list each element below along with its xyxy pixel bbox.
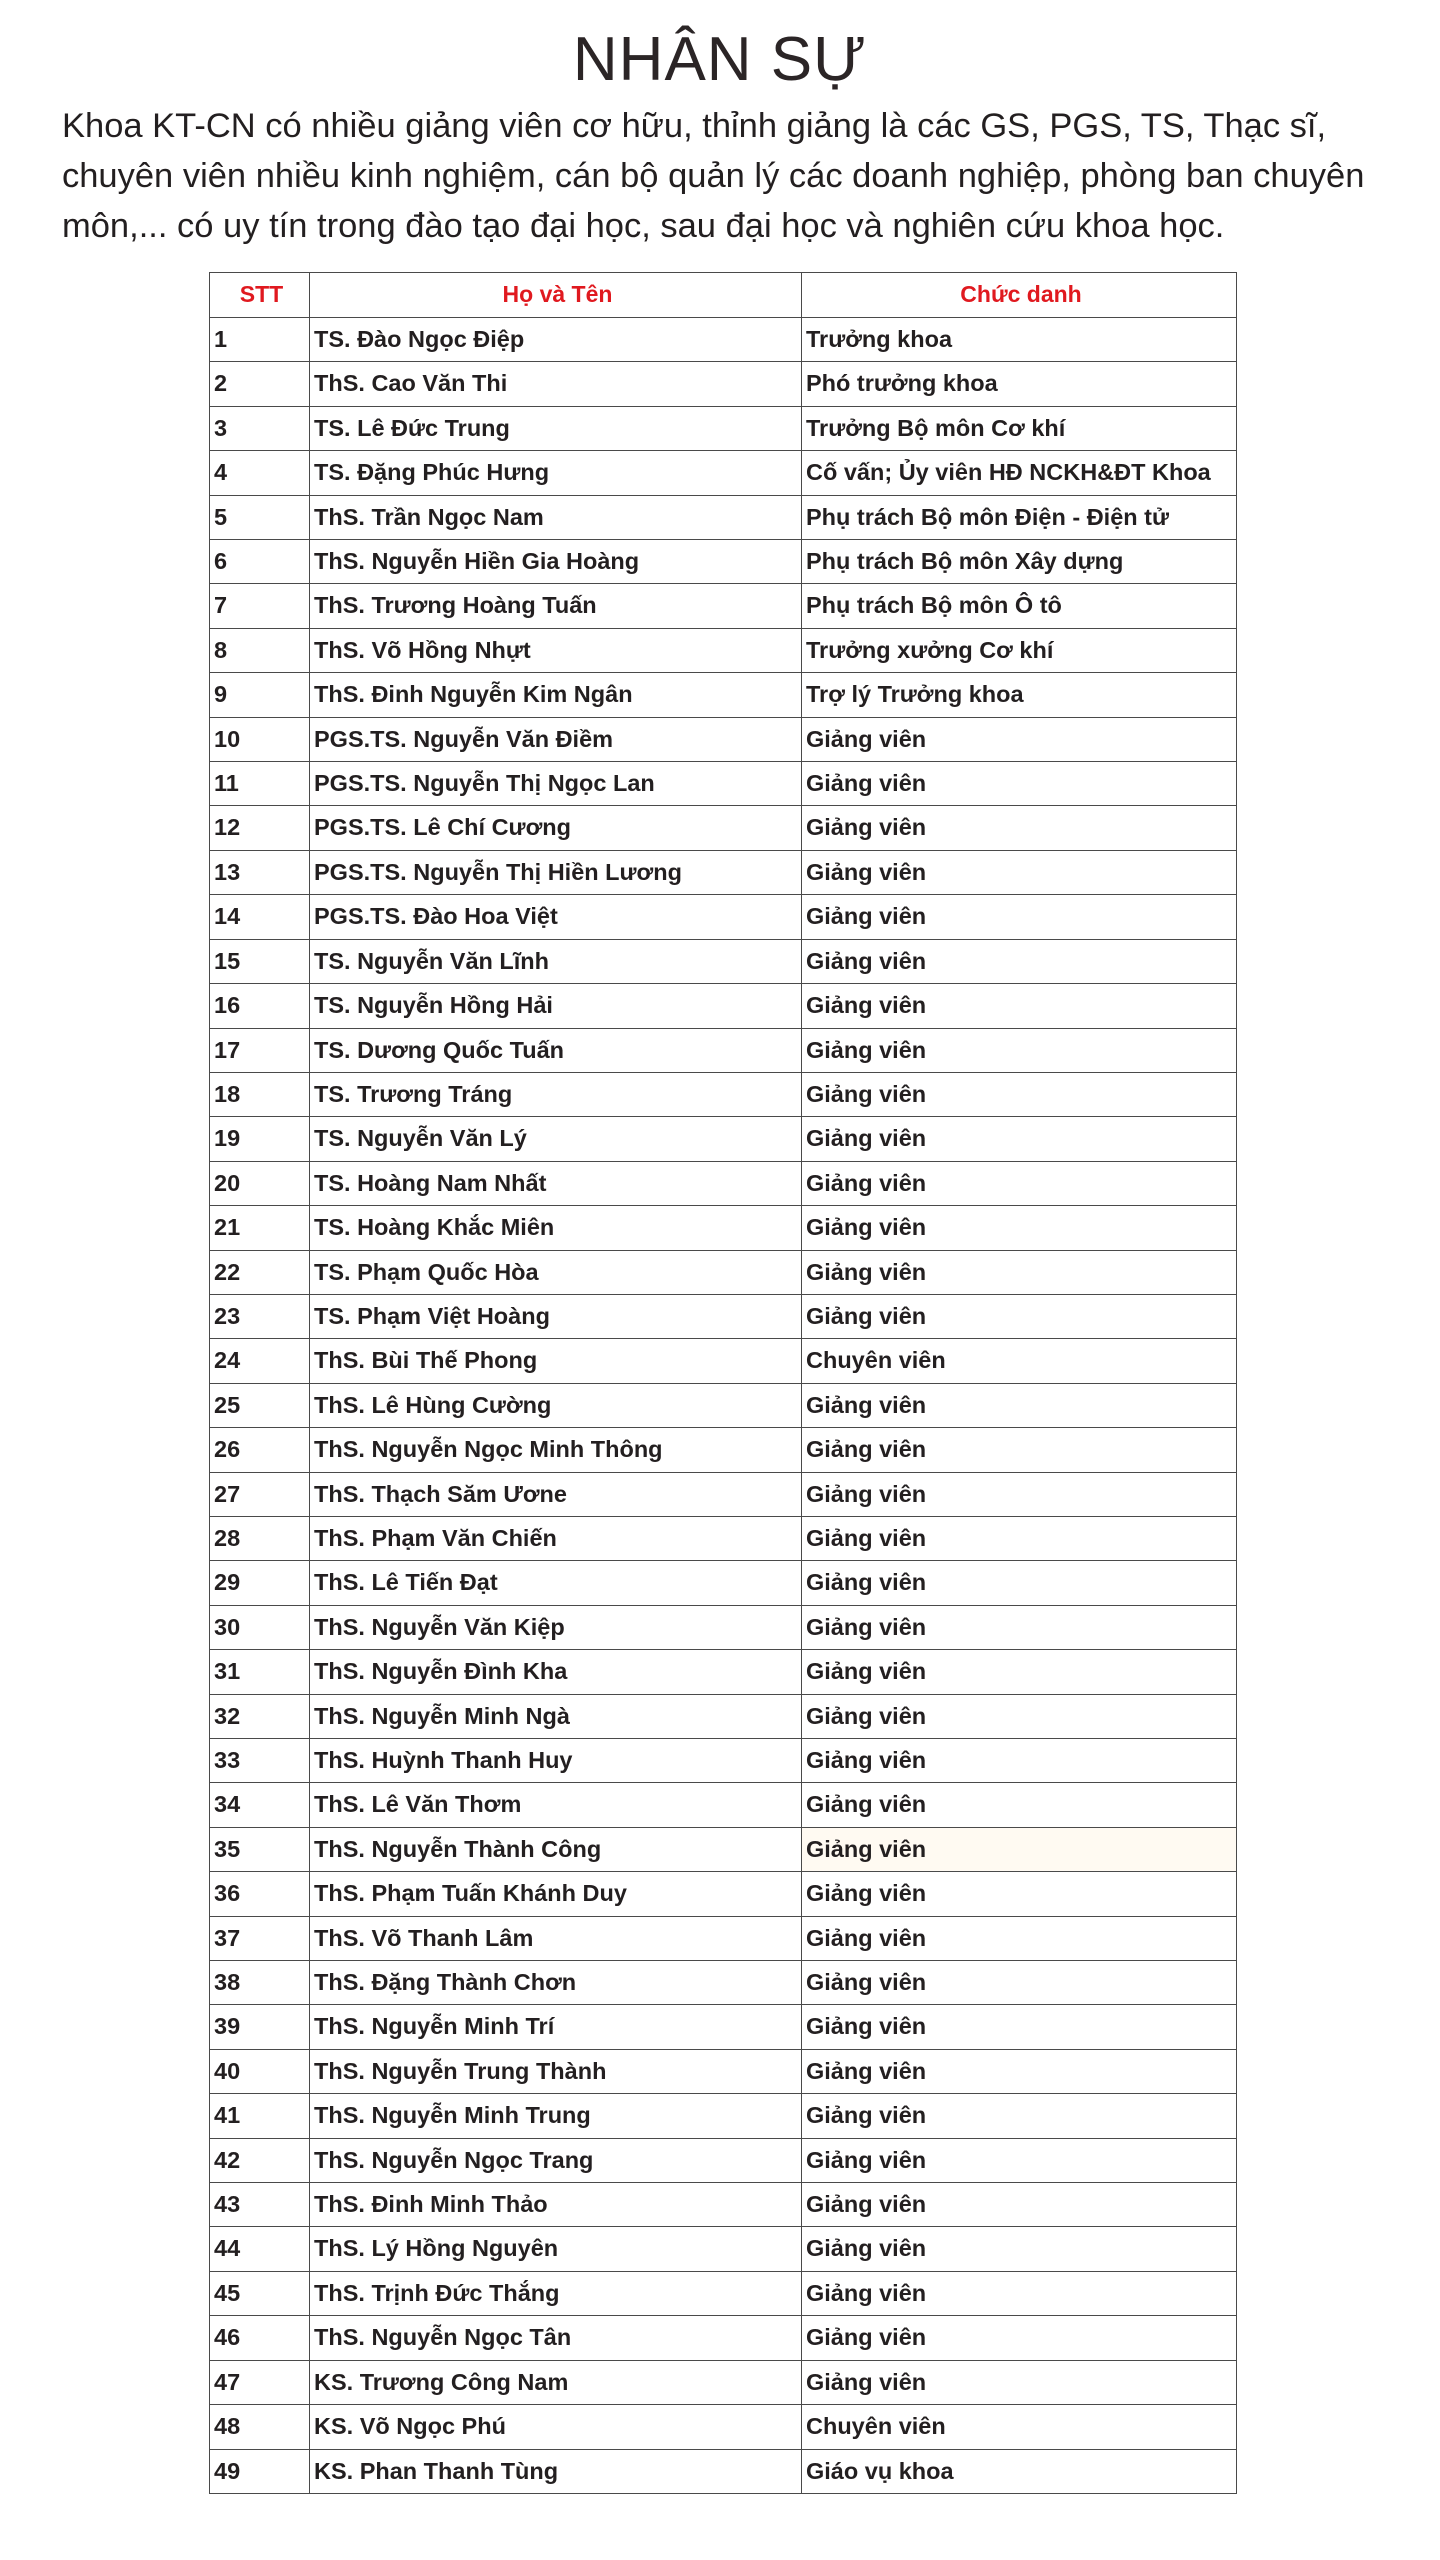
table-row xyxy=(210,717,1237,761)
table-row xyxy=(210,1117,1237,1161)
cell-full-name: KS. Trương Công Nam xyxy=(310,2360,802,2404)
cell-full-name: TS. Phạm Quốc Hòa xyxy=(310,1250,802,1294)
cell-full-name: TS. Trương Tráng xyxy=(310,1072,802,1116)
cell-full-name: KS. Võ Ngọc Phú xyxy=(310,2405,802,2449)
cell-full-name: ThS. Nguyễn Trung Thành xyxy=(310,2049,802,2093)
cell-position: Phụ trách Bộ môn Ô tô xyxy=(802,584,1237,628)
table-row xyxy=(210,762,1237,806)
table-row xyxy=(210,628,1237,672)
table-row xyxy=(210,1250,1237,1294)
cell-stt: 36 xyxy=(210,1872,310,1916)
cell-stt: 45 xyxy=(210,2271,310,2315)
cell-full-name: PGS.TS. Lê Chí Cương xyxy=(310,806,802,850)
table-row xyxy=(210,584,1237,628)
table-row xyxy=(210,1916,1237,1960)
cell-full-name: ThS. Nguyễn Thành Công xyxy=(310,1827,802,1871)
cell-position: Giảng viên xyxy=(802,1294,1237,1338)
table-row xyxy=(210,1739,1237,1783)
cell-full-name: PGS.TS. Nguyễn Thị Ngọc Lan xyxy=(310,762,802,806)
cell-full-name: TS. Nguyễn Văn Lý xyxy=(310,1117,802,1161)
cell-full-name: ThS. Lý Hồng Nguyên xyxy=(310,2227,802,2271)
cell-stt: 39 xyxy=(210,2005,310,2049)
cell-stt: 48 xyxy=(210,2405,310,2449)
cell-full-name: ThS. Trịnh Đức Thắng xyxy=(310,2271,802,2315)
cell-stt: 42 xyxy=(210,2138,310,2182)
cell-position: Giảng viên xyxy=(802,806,1237,850)
cell-position: Giảng viên xyxy=(802,1250,1237,1294)
cell-position: Giáo vụ khoa xyxy=(802,2449,1237,2493)
cell-stt: 20 xyxy=(210,1161,310,1205)
table-row xyxy=(210,1161,1237,1205)
table-row xyxy=(210,540,1237,584)
cell-stt: 27 xyxy=(210,1472,310,1516)
table-row xyxy=(210,2405,1237,2449)
cell-full-name: ThS. Nguyễn Hiền Gia Hoàng xyxy=(310,540,802,584)
cell-position: Giảng viên xyxy=(802,1428,1237,1472)
cell-position: Giảng viên xyxy=(802,1383,1237,1427)
cell-position: Giảng viên xyxy=(802,1916,1237,1960)
header-stt: STT xyxy=(210,273,310,318)
table-row xyxy=(210,1516,1237,1560)
cell-stt: 43 xyxy=(210,2183,310,2227)
cell-position: Trưởng Bộ môn Cơ khí xyxy=(802,406,1237,450)
cell-stt: 32 xyxy=(210,1694,310,1738)
header-position: Chức danh xyxy=(802,273,1237,318)
cell-full-name: ThS. Võ Hồng Nhựt xyxy=(310,628,802,672)
cell-position: Trưởng xưởng Cơ khí xyxy=(802,628,1237,672)
cell-stt: 44 xyxy=(210,2227,310,2271)
cell-full-name: ThS. Trần Ngọc Nam xyxy=(310,495,802,539)
cell-position: Phụ trách Bộ môn Xây dựng xyxy=(802,540,1237,584)
table-row xyxy=(210,850,1237,894)
cell-stt: 35 xyxy=(210,1827,310,1871)
cell-position: Giảng viên xyxy=(802,2138,1237,2182)
table-row xyxy=(210,2183,1237,2227)
cell-full-name: PGS.TS. Nguyễn Văn Điềm xyxy=(310,717,802,761)
intro-paragraph: Khoa KT-CN có nhiều giảng viên cơ hữu, thỉnh giảng là các GS, PGS, TS, Thạc sĩ, chuyên viên nhiều kinh nghiệm, cán bộ quản lý các doanh nghiệp, phòng ban chuyên môn,... có uy tín trong đào tạo đại học, sau đại học và nghiên cứu khoa học. xyxy=(62,107,1365,245)
cell-position: Giảng viên xyxy=(802,1117,1237,1161)
cell-position: Giảng viên xyxy=(802,1028,1237,1072)
cell-full-name: PGS.TS. Đào Hoa Việt xyxy=(310,895,802,939)
cell-position: Giảng viên xyxy=(802,717,1237,761)
cell-stt: 40 xyxy=(210,2049,310,2093)
table-row xyxy=(210,1694,1237,1738)
cell-position: Chuyên viên xyxy=(802,2405,1237,2449)
cell-full-name: TS. Lê Đức Trung xyxy=(310,406,802,450)
cell-position: Giảng viên xyxy=(802,850,1237,894)
table-row xyxy=(210,806,1237,850)
cell-full-name: TS. Hoàng Khắc Miên xyxy=(310,1206,802,1250)
cell-full-name: TS. Dương Quốc Tuấn xyxy=(310,1028,802,1072)
cell-full-name: ThS. Lê Hùng Cường xyxy=(310,1383,802,1427)
table-row xyxy=(210,939,1237,983)
cell-full-name: ThS. Lê Văn Thơm xyxy=(310,1783,802,1827)
table-row xyxy=(210,2271,1237,2315)
table-row xyxy=(210,495,1237,539)
cell-stt: 28 xyxy=(210,1516,310,1560)
cell-full-name: TS. Nguyễn Hồng Hải xyxy=(310,984,802,1028)
cell-stt: 2 xyxy=(210,362,310,406)
cell-stt: 11 xyxy=(210,762,310,806)
cell-stt: 9 xyxy=(210,673,310,717)
cell-stt: 46 xyxy=(210,2316,310,2360)
cell-full-name: ThS. Phạm Văn Chiến xyxy=(310,1516,802,1560)
cell-position: Trợ lý Trưởng khoa xyxy=(802,673,1237,717)
cell-full-name: ThS. Nguyễn Ngọc Tân xyxy=(310,2316,802,2360)
table-row xyxy=(210,406,1237,450)
cell-stt: 1 xyxy=(210,318,310,362)
table-row xyxy=(210,2449,1237,2493)
cell-stt: 12 xyxy=(210,806,310,850)
cell-stt: 3 xyxy=(210,406,310,450)
cell-stt: 6 xyxy=(210,540,310,584)
cell-stt: 19 xyxy=(210,1117,310,1161)
cell-full-name: TS. Hoàng Nam Nhất xyxy=(310,1161,802,1205)
cell-stt: 34 xyxy=(210,1783,310,1827)
table-row xyxy=(210,1339,1237,1383)
cell-full-name: ThS. Nguyễn Minh Trung xyxy=(310,2094,802,2138)
cell-stt: 18 xyxy=(210,1072,310,1116)
cell-full-name: ThS. Đặng Thành Chơn xyxy=(310,1961,802,2005)
table-row xyxy=(210,1827,1237,1871)
cell-position: Giảng viên xyxy=(802,984,1237,1028)
cell-stt: 14 xyxy=(210,895,310,939)
staff-table-body xyxy=(210,318,1237,2494)
table-row xyxy=(210,1961,1237,2005)
table-row xyxy=(210,1383,1237,1427)
cell-full-name: ThS. Lê Tiến Đạt xyxy=(310,1561,802,1605)
cell-full-name: ThS. Nguyễn Đình Kha xyxy=(310,1650,802,1694)
cell-position: Giảng viên xyxy=(802,2227,1237,2271)
cell-stt: 49 xyxy=(210,2449,310,2493)
cell-full-name: TS. Đặng Phúc Hưng xyxy=(310,451,802,495)
cell-position: Giảng viên xyxy=(802,1072,1237,1116)
cell-position: Giảng viên xyxy=(802,2049,1237,2093)
cell-full-name: ThS. Nguyễn Minh Ngà xyxy=(310,1694,802,1738)
page-title: NHÂN SỰ xyxy=(572,25,868,94)
cell-full-name: ThS. Trương Hoàng Tuấn xyxy=(310,584,802,628)
cell-stt: 17 xyxy=(210,1028,310,1072)
cell-stt: 38 xyxy=(210,1961,310,2005)
cell-full-name: TS. Đào Ngọc Điệp xyxy=(310,318,802,362)
cell-full-name: ThS. Võ Thanh Lâm xyxy=(310,1916,802,1960)
cell-position: Phụ trách Bộ môn Điện - Điện tử xyxy=(802,495,1237,539)
cell-stt: 23 xyxy=(210,1294,310,1338)
cell-stt: 10 xyxy=(210,717,310,761)
cell-position: Giảng viên xyxy=(802,2005,1237,2049)
cell-position: Giảng viên xyxy=(802,2316,1237,2360)
cell-stt: 26 xyxy=(210,1428,310,1472)
cell-full-name: TS. Nguyễn Văn Lĩnh xyxy=(310,939,802,983)
cell-position: Giảng viên xyxy=(802,2360,1237,2404)
cell-position: Giảng viên xyxy=(802,1161,1237,1205)
table-row xyxy=(210,1605,1237,1649)
cell-stt: 7 xyxy=(210,584,310,628)
staff-table xyxy=(209,272,1237,2494)
cell-stt: 37 xyxy=(210,1916,310,1960)
cell-stt: 22 xyxy=(210,1250,310,1294)
table-row xyxy=(210,984,1237,1028)
cell-position: Giảng viên xyxy=(802,1516,1237,1560)
cell-stt: 13 xyxy=(210,850,310,894)
cell-stt: 29 xyxy=(210,1561,310,1605)
cell-full-name: ThS. Thạch Săm Ươne xyxy=(310,1472,802,1516)
cell-stt: 47 xyxy=(210,2360,310,2404)
cell-full-name: ThS. Đinh Minh Thảo xyxy=(310,2183,802,2227)
cell-stt: 25 xyxy=(210,1383,310,1427)
cell-position: Giảng viên xyxy=(802,1827,1237,1871)
cell-full-name: ThS. Huỳnh Thanh Huy xyxy=(310,1739,802,1783)
cell-position: Giảng viên xyxy=(802,1605,1237,1649)
cell-full-name: ThS. Bùi Thế Phong xyxy=(310,1339,802,1383)
cell-stt: 30 xyxy=(210,1605,310,1649)
table-row xyxy=(210,318,1237,362)
table-row xyxy=(210,2094,1237,2138)
cell-full-name: ThS. Cao Văn Thi xyxy=(310,362,802,406)
cell-full-name: ThS. Nguyễn Minh Trí xyxy=(310,2005,802,2049)
cell-stt: 41 xyxy=(210,2094,310,2138)
cell-position: Giảng viên xyxy=(802,1650,1237,1694)
cell-full-name: ThS. Phạm Tuấn Khánh Duy xyxy=(310,1872,802,1916)
cell-full-name: ThS. Nguyễn Ngọc Trang xyxy=(310,2138,802,2182)
cell-position: Giảng viên xyxy=(802,1739,1237,1783)
cell-stt: 31 xyxy=(210,1650,310,1694)
table-row xyxy=(210,2360,1237,2404)
cell-full-name: ThS. Nguyễn Ngọc Minh Thông xyxy=(310,1428,802,1472)
table-row xyxy=(210,2227,1237,2271)
cell-position: Giảng viên xyxy=(802,2183,1237,2227)
cell-position: Giảng viên xyxy=(802,1872,1237,1916)
cell-position: Giảng viên xyxy=(802,1561,1237,1605)
cell-full-name: ThS. Đinh Nguyễn Kim Ngân xyxy=(310,673,802,717)
table-row xyxy=(210,1561,1237,1605)
table-row xyxy=(210,1872,1237,1916)
table-row xyxy=(210,1650,1237,1694)
table-row xyxy=(210,451,1237,495)
cell-stt: 33 xyxy=(210,1739,310,1783)
header-full-name: Họ và Tên xyxy=(310,273,802,318)
table-row xyxy=(210,673,1237,717)
table-row xyxy=(210,362,1237,406)
cell-position: Giảng viên xyxy=(802,895,1237,939)
cell-position: Phó trưởng khoa xyxy=(802,362,1237,406)
cell-position: Giảng viên xyxy=(802,939,1237,983)
cell-position: Giảng viên xyxy=(802,2271,1237,2315)
table-row xyxy=(210,1428,1237,1472)
table-row xyxy=(210,2316,1237,2360)
table-row xyxy=(210,1294,1237,1338)
cell-stt: 15 xyxy=(210,939,310,983)
table-header-row xyxy=(210,273,1237,318)
table-row xyxy=(210,2138,1237,2182)
cell-position: Chuyên viên xyxy=(802,1339,1237,1383)
cell-position: Cố vấn; Ủy viên HĐ NCKH&ĐT Khoa xyxy=(802,451,1237,495)
table-row xyxy=(210,2049,1237,2093)
table-row xyxy=(210,895,1237,939)
cell-position: Giảng viên xyxy=(802,1783,1237,1827)
cell-full-name: KS. Phan Thanh Tùng xyxy=(310,2449,802,2493)
cell-position: Giảng viên xyxy=(802,1694,1237,1738)
table-row xyxy=(210,1028,1237,1072)
cell-stt: 16 xyxy=(210,984,310,1028)
cell-stt: 8 xyxy=(210,628,310,672)
table-row xyxy=(210,1783,1237,1827)
cell-position: Giảng viên xyxy=(802,1961,1237,2005)
cell-stt: 4 xyxy=(210,451,310,495)
cell-full-name: TS. Phạm Việt Hoàng xyxy=(310,1294,802,1338)
table-row xyxy=(210,1472,1237,1516)
cell-position: Giảng viên xyxy=(802,762,1237,806)
cell-full-name: ThS. Nguyễn Văn Kiệp xyxy=(310,1605,802,1649)
cell-stt: 5 xyxy=(210,495,310,539)
cell-position: Giảng viên xyxy=(802,2094,1237,2138)
cell-full-name: PGS.TS. Nguyễn Thị Hiền Lương xyxy=(310,850,802,894)
cell-stt: 21 xyxy=(210,1206,310,1250)
cell-stt: 24 xyxy=(210,1339,310,1383)
cell-position: Giảng viên xyxy=(802,1206,1237,1250)
table-row xyxy=(210,2005,1237,2049)
table-row xyxy=(210,1206,1237,1250)
cell-position: Trưởng khoa xyxy=(802,318,1237,362)
table-row xyxy=(210,1072,1237,1116)
cell-position: Giảng viên xyxy=(802,1472,1237,1516)
